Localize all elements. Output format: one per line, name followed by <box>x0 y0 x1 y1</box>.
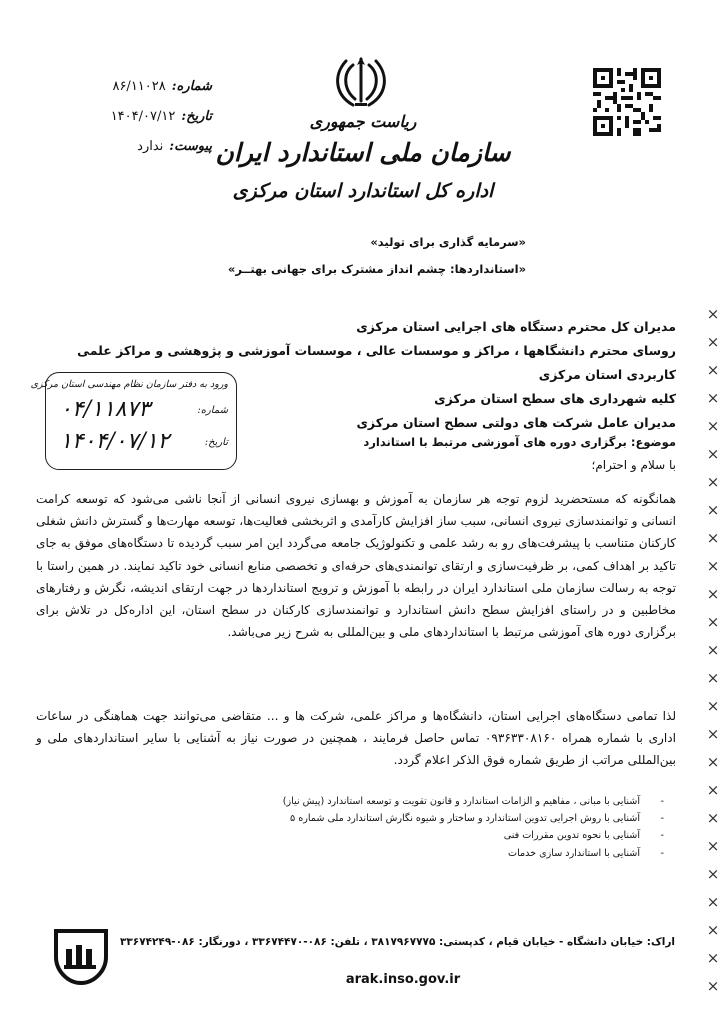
decorative-x-mark: × <box>706 837 720 855</box>
decorative-x-mark: × <box>706 865 720 883</box>
topic-text: آشنایی با استاندارد سازی خدمات <box>508 847 640 859</box>
decorative-x-mark: × <box>706 557 720 575</box>
decorative-x-mark: × <box>706 333 720 351</box>
org-presidency: ریاست جمهوری <box>309 112 417 131</box>
decorative-x-mark: × <box>706 921 720 939</box>
meta-date-value: ۱۴۰۴/۰۷/۱۲ <box>110 109 176 124</box>
letter-greeting: با سلام و احترام؛ <box>591 458 676 472</box>
decorative-x-mark: × <box>706 697 720 715</box>
meta-number-value: ۸۶/۱۱۰۲۸ <box>112 79 166 94</box>
org-provincial-office: اداره کل استاندارد استان مرکزی <box>232 180 494 202</box>
meta-date-label: تاریخ: <box>181 109 212 124</box>
letter-meta <box>62 72 212 162</box>
body-paragraph-1: همانگونه که مستحضرید لزوم توجه هر سازمان به آموزش و بهسازی نیروی انسانی از آنجا ناشی می‌شود که توسعه کرامت انسانی و توانمندسازی نیروی انسانی، سبب ساز افزایش کارآمدی و اثربخشی فعالیت‌ها، توسعه مهارت‌ها و گسترش دانش شغلی کارکنان متناسب با پیشرفت‌های رو به رشد علمی و تکنولوژیک جامعه می‌گردد این امر سبب گردیده تا دستگاه‌های موفق به جای تاکید بر اهداف کمی، بر ظرفیت‌سازی و ارتقای توانمندی‌های حرفه‌ای و تخصصی منابع انسانی خود تاکید نمایند. در همین راستا با توجه به رسالت سازمان ملی استاندارد ایران در رابطه با آموزش و ترویج استانداردها در جهت ارتقای اندیشه، نگرش و رفتارهای مخاطبین و در راستای افزایش سطح دانش استاندارد و توانمندسازی کارکنان در سطح استان، این اداره‌کل در تلاش برای برگزاری دوره های آموزشی مرتبط با استانداردهای ملی و بین‌المللی به شرح زیر می‌باشد. <box>36 492 676 640</box>
footer-address: اراک: خیابان دانشگاه - خیابان قیام ، کدپستی: ۳۸۱۷۹۶۷۷۷۵ ، تلفن: ۰۸۶-۳۳۶۷۴۴۷۰ ، دورنگار: ۰۸۶-۳۳۶۷۴۲۴۹ <box>119 936 675 948</box>
meta-number-label: شماره: <box>171 79 212 94</box>
slogan-investment: «سرمایه گذاری برای تولید» <box>370 235 526 249</box>
decorative-x-mark: × <box>706 445 720 463</box>
decorative-x-mark: × <box>706 417 720 435</box>
addressee-item: کلیه شهرداری های سطح استان مرکزی <box>434 391 676 406</box>
list-item <box>204 793 664 810</box>
addressee-item: مدیران عامل شرکت های دولتی سطح استان مرکزی <box>356 415 676 430</box>
topic-text: آشنایی با نحوه تدوین مقررات فنی <box>503 830 640 842</box>
stamp-title: ورود به دفتر سازمان نظام مهندسی استان مرکزی <box>30 379 228 390</box>
letter-subject: موضوع: برگزاری دوره های آموزشی مرتبط با استاندارد <box>363 435 676 449</box>
list-item <box>204 827 664 844</box>
decorative-x-mark: × <box>706 809 720 827</box>
meta-attachment-label: پیوست: <box>169 139 212 154</box>
stamp-date-value: ۱۴۰۴/۰۷/۱۲ <box>60 429 170 454</box>
decorative-x-mark: × <box>706 389 720 407</box>
bullet-dash: - <box>660 796 664 807</box>
decorative-x-mark: × <box>706 949 720 967</box>
topic-text: آشنایی با مبانی ، مفاهیم و الزامات استاندارد و قانون تقویت و توسعه استاندارد (پیش نیاز) <box>282 796 640 807</box>
decorative-x-mark: × <box>706 305 720 323</box>
decorative-border <box>704 300 722 1020</box>
decorative-x-mark: × <box>706 473 720 491</box>
stamp-date-label: تاریخ: <box>204 437 228 448</box>
decorative-x-mark: × <box>706 613 720 631</box>
decorative-x-mark: × <box>706 641 720 659</box>
decorative-x-mark: × <box>706 361 720 379</box>
decorative-x-mark: × <box>706 977 720 995</box>
stamp-number-value: ۰۴/۱۱۸۷۳ <box>60 397 151 422</box>
meta-attachment-value: ندارد <box>137 139 164 154</box>
qr-code <box>593 68 661 136</box>
list-item <box>204 845 664 862</box>
topic-text: آشنایی با روش اجرایی تدوین استاندارد و ساختار و شیوه نگارش استاندارد ملی شماره ۵ <box>290 813 640 825</box>
decorative-x-mark: × <box>706 529 720 547</box>
decorative-x-mark: × <box>706 501 720 519</box>
decorative-x-mark: × <box>706 781 720 799</box>
meta-date <box>62 102 212 132</box>
bullet-dash: - <box>660 830 664 842</box>
decorative-x-mark: × <box>706 753 720 771</box>
bullet-dash: - <box>660 847 664 859</box>
received-stamp <box>30 372 237 470</box>
addressee-item: روسای محترم دانشگاهها ، مراکز و موسسات عالی ، موسسات آموزشی و پژوهشی و مراکز علمی کاربردی استان مرکزی <box>77 343 676 382</box>
list-item <box>204 810 664 827</box>
meta-number <box>62 72 212 102</box>
emblem-icon <box>335 55 387 111</box>
inso-logo-icon <box>52 927 110 987</box>
bullet-dash: - <box>660 813 664 825</box>
stamp-number-label: شماره: <box>197 405 228 416</box>
decorative-x-mark: × <box>706 725 720 743</box>
decorative-x-mark: × <box>706 893 720 911</box>
decorative-x-mark: × <box>706 669 720 687</box>
addressee-item: مدیران کل محترم دستگاه های اجرایی استان مرکزی <box>356 319 676 334</box>
meta-attachment <box>62 132 212 162</box>
slogan-standards: «استانداردها: چشم انداز مشترک برای جهانی بهتــر» <box>227 262 526 276</box>
course-topics-list <box>204 793 664 862</box>
decorative-x-mark: × <box>706 585 720 603</box>
body-paragraph-2: لذا تمامی دستگاه‌های اجرایی استان، دانشگاه‌ها و مراکز علمی، شرکت ها و ... متقاضی می‌توانند جهت هماهنگی در ساعات اداری با شماره همراه ۰۹۳۶۳۳۰۸۱۶۰ تماس حاصل فرمایند ، همچنین در صورت نیاز به آشنایی با سایر استانداردهای ملی و بین‌المللی مراتب از طریق شماره فوق الذکر اعلام گردد. <box>36 709 676 768</box>
org-national-standards: سازمان ملی استاندارد ایران <box>215 138 511 167</box>
website-link[interactable]: arak.inso.gov.ir <box>345 972 461 987</box>
